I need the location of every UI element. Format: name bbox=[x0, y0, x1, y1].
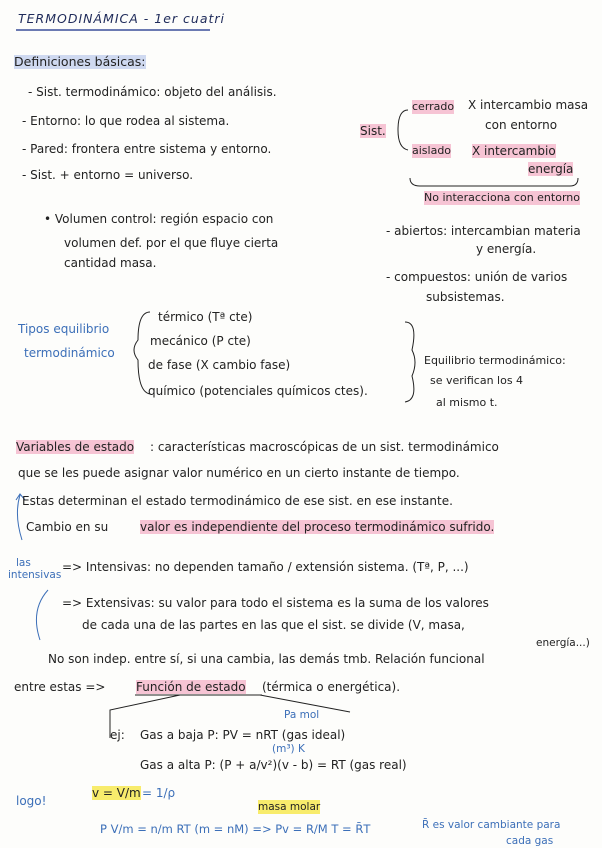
def-item-1: - Sist. termodinámico: objeto del análisis. bbox=[28, 85, 277, 99]
ej-1-top: Pa mol bbox=[284, 709, 320, 721]
last-line: P V/m = n/m RT (m = nM) => Pv = R/M T = R̄T bbox=[100, 822, 371, 836]
equilibrio-type-3: de fase (X cambio fase) bbox=[148, 358, 291, 372]
variables-line-1: : características macroscópicas de un sist. termodinámico bbox=[150, 440, 499, 454]
abiertos-line-1: - abiertos: intercambian materia bbox=[386, 224, 581, 238]
variables-line-4b: valor es independiente del proceso termodinámico sufrido. bbox=[140, 520, 495, 534]
variables-heading: Variables de estado bbox=[16, 440, 135, 454]
rbar-note-2: cada gas bbox=[506, 835, 554, 847]
aislado-desc-2: energía bbox=[528, 162, 574, 176]
v-box: v = V/m bbox=[92, 786, 141, 800]
volumen-line-1: • Volumen control: región espacio con bbox=[44, 212, 274, 226]
equilibrio-type-2: mecánico (P cte) bbox=[150, 334, 251, 348]
variables-line-2: que se les puede asignar valor numérico en un cierto instante de tiempo. bbox=[18, 466, 460, 480]
variables-line-4a: Cambio en su bbox=[26, 520, 109, 534]
extensivas-line-3: energía...) bbox=[536, 637, 590, 649]
no-interacciona: No interacciona con entorno bbox=[424, 191, 580, 204]
cerrado-label: cerrado bbox=[412, 100, 455, 113]
equilibrio-type-4: químico (potenciales químicos ctes). bbox=[148, 384, 368, 398]
volumen-line-2: volumen def. por el que fluye cierta bbox=[64, 236, 279, 250]
page-title: TERMODINÁMICA - 1er cuatri bbox=[18, 11, 225, 26]
cerrado-desc-2: con entorno bbox=[485, 118, 558, 132]
equilibrio-type-1: térmico (Tª cte) bbox=[158, 310, 253, 324]
sist-label: Sist. bbox=[360, 124, 386, 138]
definiciones-heading: Definiciones básicas: bbox=[14, 54, 146, 69]
volumen-line-3: cantidad masa. bbox=[64, 256, 157, 270]
ej-label: ej: bbox=[110, 728, 125, 742]
cerrado-desc-1: X intercambio masa bbox=[468, 98, 589, 112]
variables-line-3: Estas determinan el estado termodinámico de ese sist. en ese instante. bbox=[22, 494, 453, 508]
def-item-4: - Sist. + entorno = universo. bbox=[22, 168, 194, 182]
noindep-line-2a: entre estas => bbox=[14, 680, 106, 694]
ej-1-bottom: (m³) K bbox=[272, 743, 305, 755]
v-inverse: = 1/ρ bbox=[142, 786, 176, 800]
abiertos-line-2: y energía. bbox=[476, 242, 537, 256]
aislado-label: aislado bbox=[412, 144, 452, 157]
extensivas-line-2: de cada una de las partes en las que el sist. se divide (V, masa, bbox=[82, 618, 465, 632]
compuestos-line-1: - compuestos: unión de varios bbox=[386, 270, 568, 284]
equilibrio-label-2: termodinámico bbox=[24, 346, 115, 360]
equilibrio-note-1: Equilibrio termodinámico: bbox=[424, 354, 566, 367]
equilibrio-note-3: al mismo t. bbox=[436, 396, 498, 409]
extensivas-line-1: => Extensivas: su valor para todo el sistema es la suma de los valores bbox=[62, 596, 489, 610]
intensivas-line: => Intensivas: no dependen tamaño / extensión sistema. (Tª, P, ...) bbox=[62, 560, 469, 574]
side-note-2: intensivas bbox=[8, 569, 62, 581]
rbar-note-1: R̄ es valor cambiante para bbox=[422, 819, 561, 831]
def-item-2: - Entorno: lo que rodea al sistema. bbox=[22, 114, 230, 128]
side-note-1: las bbox=[16, 557, 31, 569]
aislado-desc-1: X intercambio bbox=[472, 144, 556, 158]
ej-2: Gas a alta P: (P + a/v²)(v - b) = RT (gas real) bbox=[140, 758, 407, 772]
compuestos-line-2: subsistemas. bbox=[426, 290, 505, 304]
def-item-3: - Pared: frontera entre sistema y entorno. bbox=[22, 142, 272, 156]
masa-molar: masa molar bbox=[258, 801, 321, 813]
funcion-estado: Función de estado bbox=[136, 680, 246, 694]
noindep-line-2c: (térmica o energética). bbox=[262, 680, 401, 694]
noindep-line-1: No son indep. entre sí, si una cambia, las demás tmb. Relación funcional bbox=[48, 652, 485, 666]
ej-1: Gas a baja P: PV = nRT (gas ideal) bbox=[140, 728, 346, 742]
logo-note: logo! bbox=[16, 794, 47, 808]
equilibrio-note-2: se verifican los 4 bbox=[430, 374, 524, 387]
equilibrio-label-1: Tipos equilibrio bbox=[18, 322, 110, 336]
